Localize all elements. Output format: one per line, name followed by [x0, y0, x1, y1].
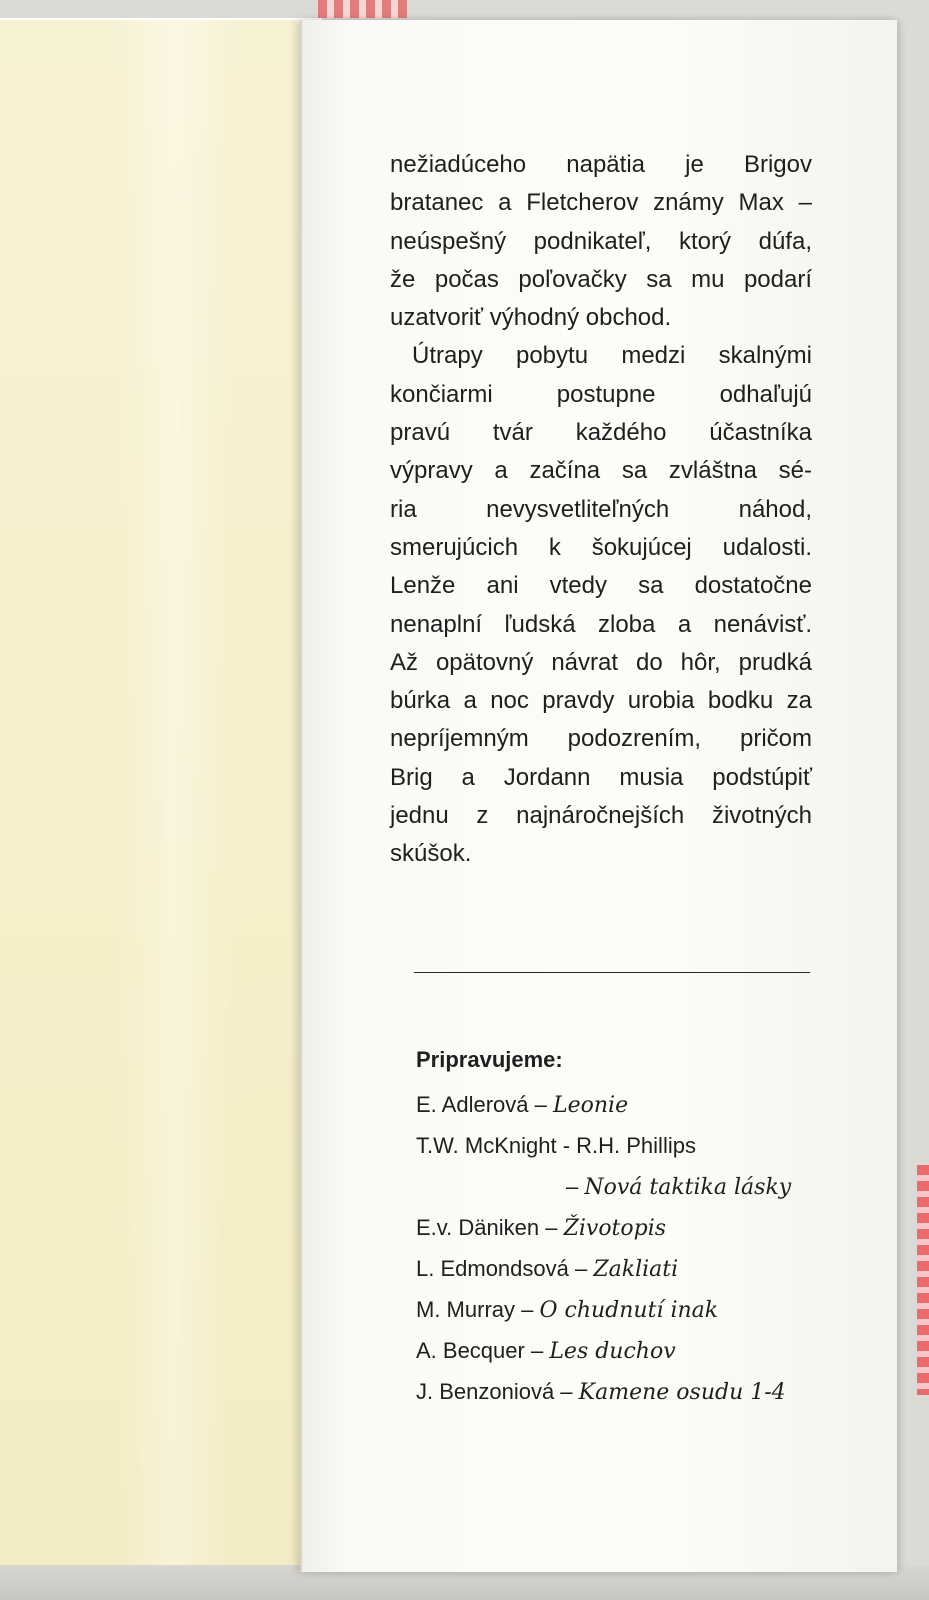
- upcoming-title: Životopis: [563, 1216, 667, 1241]
- blurb-line: nenaplní ľudská zloba a nenávisť.: [390, 610, 812, 638]
- blurb-line: Lenže ani vtedy sa dostatočne: [390, 572, 812, 600]
- upcoming-title: Nová taktika lásky: [584, 1175, 792, 1200]
- upcoming-title: Kamene osudu 1-4: [578, 1380, 786, 1405]
- upcoming-heading: Pripravujeme:: [416, 1047, 563, 1072]
- dust-jacket-flap: [300, 20, 897, 1572]
- upcoming-item: [416, 1085, 816, 1126]
- upcoming-author: T.W. McKnight - R.H. Phillips: [416, 1133, 696, 1158]
- upcoming-author: E.v. Däniken –: [416, 1215, 564, 1240]
- upcoming-item: [416, 1167, 816, 1208]
- blurb-line: končiarmi postupne odhaľujú: [390, 380, 812, 408]
- upcoming-title: Les duchov: [549, 1339, 676, 1364]
- blurb-line: Útrapy pobytu medzi skalnými: [412, 342, 812, 370]
- blurb-text: [390, 146, 812, 874]
- upcoming-item: [416, 1208, 816, 1249]
- upcoming-item: [416, 1372, 816, 1413]
- blurb-line: ria nevysvetliteľných náhod,: [390, 495, 812, 523]
- upcoming-author: M. Murray –: [416, 1297, 540, 1322]
- blurb-line: smerujúcich k šokujúcej udalosti.: [390, 533, 812, 561]
- section-divider: [414, 972, 810, 973]
- blurb-line: nepríjemným podozrením, pričom: [390, 725, 812, 753]
- blurb-line: jednu z najnáročnejších životných: [390, 802, 812, 830]
- upcoming-titles: [416, 1045, 816, 1413]
- blurb-line: neúspešný podnikateľ, ktorý dúfa,: [390, 227, 812, 255]
- upcoming-item: [416, 1331, 816, 1372]
- upcoming-author: J. Benzoniová –: [416, 1379, 579, 1404]
- blurb-line: skúšok.: [390, 840, 472, 868]
- blurb-line: Až opätovný návrat do hôr, prudká: [390, 648, 812, 676]
- upcoming-title: O chudnutí inak: [539, 1298, 719, 1323]
- book-cover-inner-flap: [0, 18, 322, 1578]
- upcoming-item: [416, 1290, 816, 1331]
- blurb-line: Brig a Jordann musia podstúpiť: [390, 763, 812, 791]
- upcoming-title: Leonie: [552, 1093, 629, 1118]
- blurb-line: výpravy a začína sa zvláštna sé-: [390, 457, 812, 485]
- upcoming-author: E. Adlerová –: [416, 1092, 553, 1117]
- blurb-line: nežiadúceho napätia je Brigov: [390, 151, 812, 178]
- blurb-line: uzatvoriť výhodný obchod.: [390, 304, 672, 332]
- upcoming-author: –: [566, 1174, 585, 1199]
- blurb-line: búrka a noc pravdy urobia bodku za: [390, 687, 812, 715]
- red-stitching-right: [917, 1165, 929, 1395]
- blurb-line: že počas poľovačky sa mu podarí: [390, 265, 812, 293]
- blurb-line: pravú tvár každého účastníka: [390, 419, 812, 447]
- upcoming-title: Zakliati: [593, 1257, 679, 1282]
- blurb-line: bratanec a Fletcherov známy Max –: [390, 189, 812, 217]
- upcoming-item: [416, 1126, 816, 1167]
- upcoming-author: A. Becquer –: [416, 1338, 550, 1363]
- upcoming-author: L. Edmondsová –: [416, 1256, 594, 1281]
- red-stitching-top: [318, 0, 408, 18]
- upcoming-item: [416, 1249, 816, 1290]
